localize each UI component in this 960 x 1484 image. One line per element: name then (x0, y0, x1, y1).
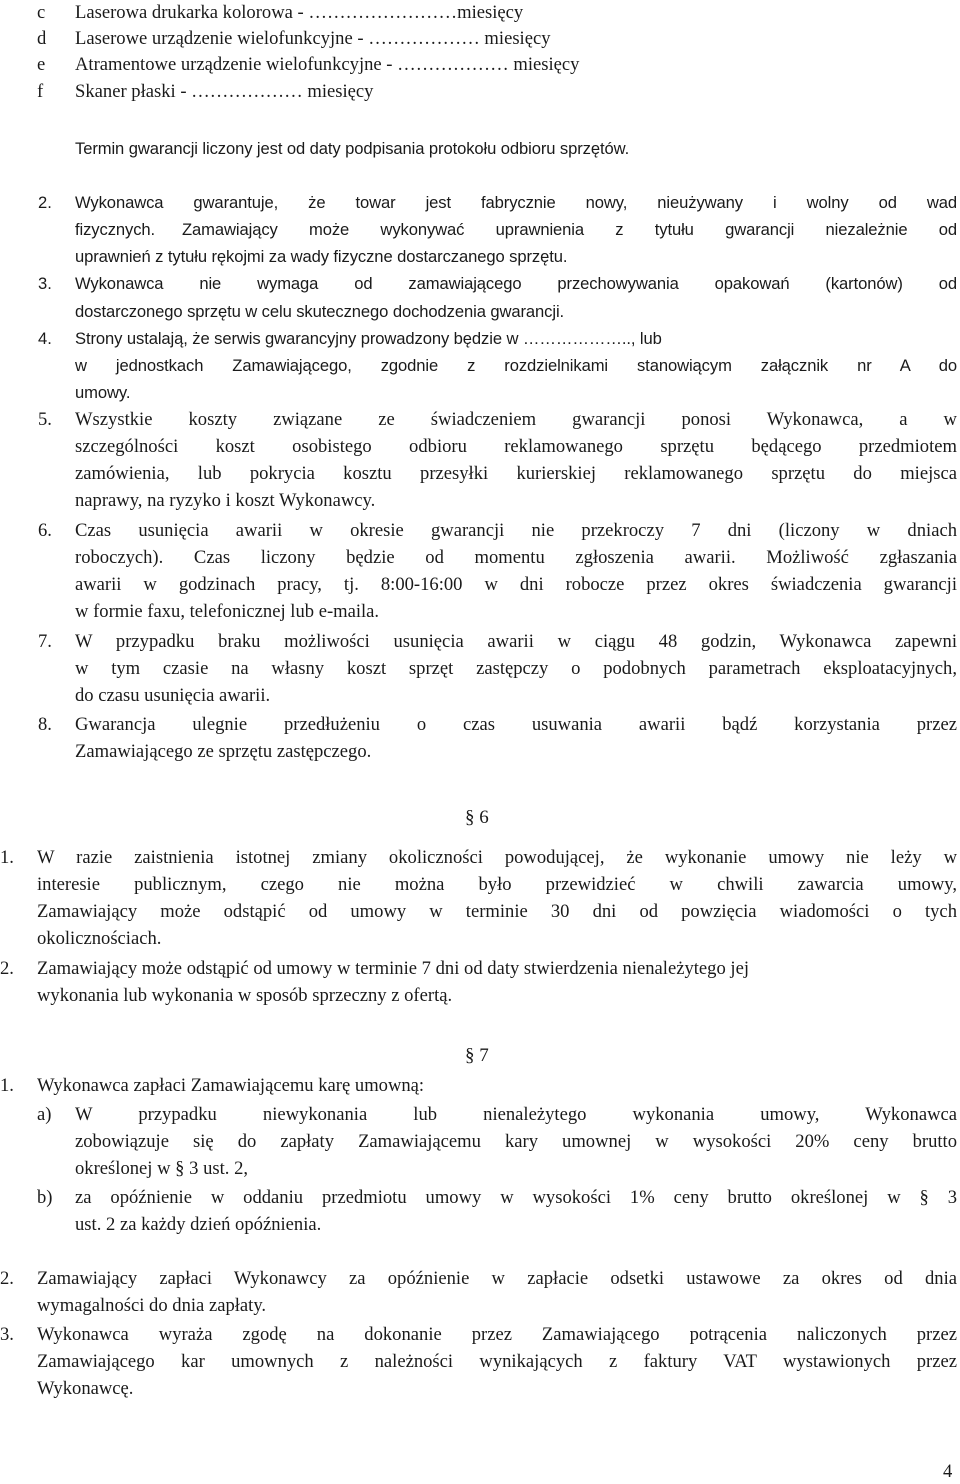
point-line: Wykonawcę. (37, 1378, 134, 1399)
point-number: 7. (38, 631, 52, 652)
point-number: 4. (38, 329, 52, 348)
point-line: Wykonawca nie wymaga od zamawiającego przechowywania opakowań (kartonów) od (75, 274, 957, 293)
point-number: 6. (38, 520, 52, 541)
section-heading: § 6 (465, 807, 489, 828)
point-line: umowy. (75, 383, 131, 402)
point-line: Zamawiający zapłaci Wykonawcy za opóźnienie w zapłacie odsetki ustawowe za okres od dnia (37, 1268, 957, 1289)
point-line: za opóźnienie w oddaniu przedmiotu umowy w wysokości 1% ceny brutto określonej w § 3 (75, 1187, 957, 1208)
point-number: 3. (38, 274, 52, 293)
list-item: Skaner płaski - ……………… miesięcy (75, 81, 374, 102)
point-line: Wykonawca zapłaci Zamawiającemu karę umowną: (37, 1075, 425, 1096)
point-number: 8. (38, 714, 52, 735)
point-line: wymagalności do dnia zapłaty. (37, 1295, 267, 1316)
point-line: Zamawiający może odstąpić od umowy w terminie 7 dni od daty stwierdzenia nienależytego jej (37, 958, 750, 979)
point-number: 1. (0, 847, 14, 868)
point-line: Zamawiający może wykonywać uprawnienia z tytułu gwarancji niezależnie od (182, 220, 957, 239)
point-number: 3. (0, 1324, 14, 1345)
point-line: w tym czasie na własny koszt sprzęt zastępczy o podobnych parametrach eksploatacyjnych, (75, 658, 957, 679)
section-heading: § 7 (465, 1045, 489, 1066)
point-number: 1. (0, 1075, 14, 1096)
point-line: dostarczonego sprzętu w celu skutecznego dochodzenia gwarancji. (75, 302, 565, 321)
sub-point-label: a) (37, 1104, 52, 1125)
point-line: interesie publicznym, czego nie można było przewidzieć w chwili zawarcia umowy, (37, 874, 957, 895)
point-line: w formie faxu, telefonicznej lub e-maila. (75, 601, 380, 622)
point-line: Wykonawca wyraża zgodę na dokonanie przez Zamawiającego potrącenia naliczonych przez (37, 1324, 957, 1345)
point-line: Wszystkie koszty związane ze świadczeniem gwarancji ponosi Wykonawca, a w (75, 409, 957, 430)
list-letter: e (37, 54, 46, 75)
point-line: wykonania lub wykonania w sposób sprzeczny z ofertą. (37, 985, 453, 1006)
point-line: Zamawiający może odstąpić od umowy w terminie 30 dni od powzięcia wiadomości o tych (37, 901, 957, 922)
point-number: 5. (38, 409, 52, 430)
list-item: Laserowe urządzenie wielofunkcyjne - ……………… miesięcy (75, 28, 551, 49)
point-line: określonej w § 3 ust. 2, (75, 1158, 249, 1179)
point-line: w jednostkach Zamawiającego, zgodnie z rozdzielnikami stanowiącym załącznik nr A do (75, 356, 957, 375)
point-line: fizycznych. (75, 220, 156, 239)
point-line: Czas usunięcia awarii w okresie gwarancji nie przekroczy 7 dni (liczony w dniach (75, 520, 957, 541)
sub-point-label: b) (37, 1187, 53, 1208)
point-line: W przypadku niewykonania lub nienależytego wykonania umowy, Wykonawca (75, 1104, 957, 1125)
point-line: W przypadku braku możliwości usunięcia awarii w ciągu 48 godzin, Wykonawca zapewni (75, 631, 957, 652)
point-line: awarii w godzinach pracy, tj. 8:00-16:00 w dni robocze przez okres świadczenia gwarancji (75, 574, 957, 595)
point-number: 2. (0, 958, 14, 979)
page-number: 4 (943, 1461, 953, 1482)
point-line: okolicznościach. (37, 928, 162, 949)
point-line: szczególności koszt osobistego odbioru reklamowanego sprzętu będącego przedmiotem (75, 436, 957, 457)
point-line: Gwarancja ulegnie przedłużeniu o czas usuwania awarii bądź korzystania przez (75, 714, 957, 735)
point-line: zamówienia, lub pokrycia kosztu przesyłki kurierskiej reklamowanego sprzętu do miejsca (75, 463, 957, 484)
point-line: roboczych). Czas liczony będzie od momentu zgłoszenia awarii. Możliwość zgłaszania (75, 547, 957, 568)
point-line: Strony ustalają, że serwis gwarancyjny prowadzony będzie w ……………….., lub (75, 329, 662, 348)
point-line: do czasu usunięcia awarii. (75, 685, 271, 706)
point-line: zobowiązuje się do zapłaty Zamawiającemu kary umownej w wysokości 20% ceny brutto (75, 1131, 957, 1152)
point-line: naprawy, na ryzyko i koszt Wykonawcy. (75, 490, 376, 511)
point-line: Wykonawca gwarantuje, że towar jest fabrycznie nowy, nieużywany i wolny od wad (75, 193, 957, 212)
point-line: Zamawiającego kar umownych z należności wynikających z faktury VAT wystawionych przez (37, 1351, 957, 1372)
list-item: Atramentowe urządzenie wielofunkcyjne - ……………… miesięcy (75, 54, 580, 75)
list-letter: c (37, 2, 46, 23)
warranty-start-note: Termin gwarancji liczony jest od daty podpisania protokołu odbioru sprzętów. (75, 139, 630, 158)
point-line: ust. 2 za każdy dzień opóźnienia. (75, 1214, 322, 1235)
list-letter: d (37, 28, 47, 49)
point-line: Zamawiającego ze sprzętu zastępczego. (75, 741, 372, 762)
list-item: Laserowa drukarka kolorowa - ……………………miesięcy (75, 2, 524, 23)
point-line: W razie zaistnienia istotnej zmiany okoliczności powodującej, że wykonanie umowy nie leży w (37, 847, 957, 868)
point-line: uprawnień z tytułu rękojmi za wady fizyczne dostarczanego sprzętu. (75, 247, 568, 266)
list-letter: f (37, 81, 44, 102)
point-number: 2. (0, 1268, 14, 1289)
point-number: 2. (38, 193, 52, 212)
